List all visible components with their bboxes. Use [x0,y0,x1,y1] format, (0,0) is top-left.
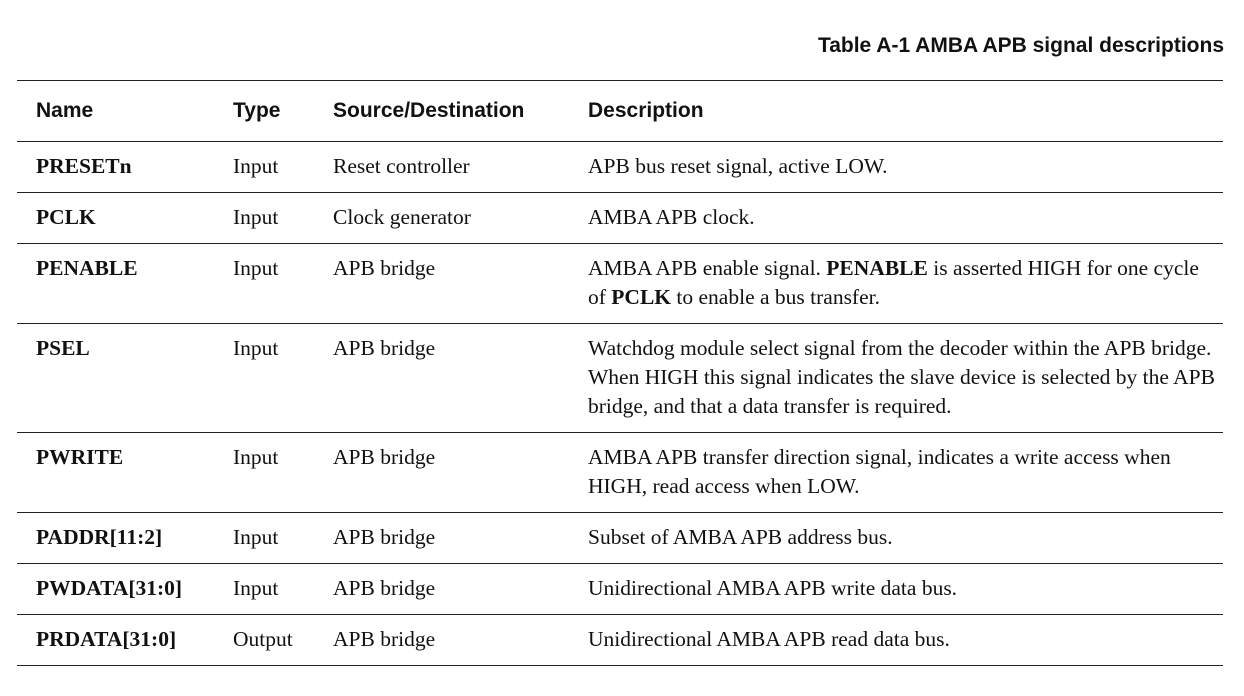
description-signal-ref: PENABLE [826,256,928,280]
signal-description [569,244,1223,324]
signal-type: Input [233,336,279,360]
signal-source: APB bridge [333,525,436,549]
signal-source: APB bridge [333,336,436,360]
signal-source: APB bridge [333,256,436,280]
table-row [17,564,1223,615]
signal-description [569,513,1223,564]
description-text: Subset of AMBA APB address bus. [588,525,893,549]
header-row [17,81,1223,142]
signal-source: APB bridge [333,576,436,600]
signal-name: PADDR[11:2] [36,525,163,549]
table-row [17,142,1223,193]
header-name: Name [36,99,94,122]
description-text: APB bus reset signal, active LOW. [588,154,888,178]
signal-source: Reset controller [333,154,470,178]
signal-description [569,615,1223,666]
signal-source: Clock generator [333,205,471,229]
description-signal-ref: PCLK [611,285,672,309]
description-text: Unidirectional AMBA APB write data bus. [588,576,958,600]
signal-name: PCLK [36,205,96,229]
header-description: Description [588,99,704,122]
table-row [17,615,1223,666]
signal-type: Input [233,445,279,469]
table-row [17,513,1223,564]
signal-description [569,324,1223,433]
description-text: Unidirectional AMBA APB read data bus. [588,627,950,651]
signal-type: Input [233,154,279,178]
table-caption: Table A-1 AMBA APB signal descriptions [817,34,1224,57]
description-text: Watchdog module select signal from the decoder within the APB bridge. When HIGH this signal indicates the slave device is selected by the APB bridge, and that a data transfer is required. [588,336,1215,418]
description-text: AMBA APB transfer direction signal, indicates a write access when HIGH, read access when LOW. [588,445,1171,498]
table-header [17,81,1223,142]
signal-description [569,433,1223,513]
table-body [17,142,1223,666]
table-row [17,433,1223,513]
description-text: AMBA APB clock. [588,205,755,229]
table-row [17,244,1223,324]
signal-type: Input [233,576,279,600]
signal-name: PSEL [36,336,90,360]
description-text: is asserted HIGH for one cycle of [588,256,1199,309]
table-row [17,324,1223,433]
signal-description [569,193,1223,244]
signal-description [569,564,1223,615]
signal-name: PWDATA[31:0] [36,576,183,600]
signal-name: PWRITE [36,445,124,469]
signal-source: APB bridge [333,445,436,469]
signal-source: APB bridge [333,627,436,651]
signal-name: PRESETn [36,154,132,178]
description-text: to enable a bus transfer. [671,285,880,309]
signal-description [569,142,1223,193]
signal-type: Input [233,205,279,229]
signal-type: Output [233,627,293,651]
header-type: Type [233,99,281,122]
description-text: AMBA APB enable signal. [588,256,827,280]
header-source: Source/Destination [333,99,525,122]
signal-type: Input [233,256,279,280]
signal-name: PRDATA[31:0] [36,627,177,651]
signal-table [17,80,1223,666]
signal-type: Input [233,525,279,549]
table-row [17,193,1223,244]
signal-name: PENABLE [36,256,138,280]
